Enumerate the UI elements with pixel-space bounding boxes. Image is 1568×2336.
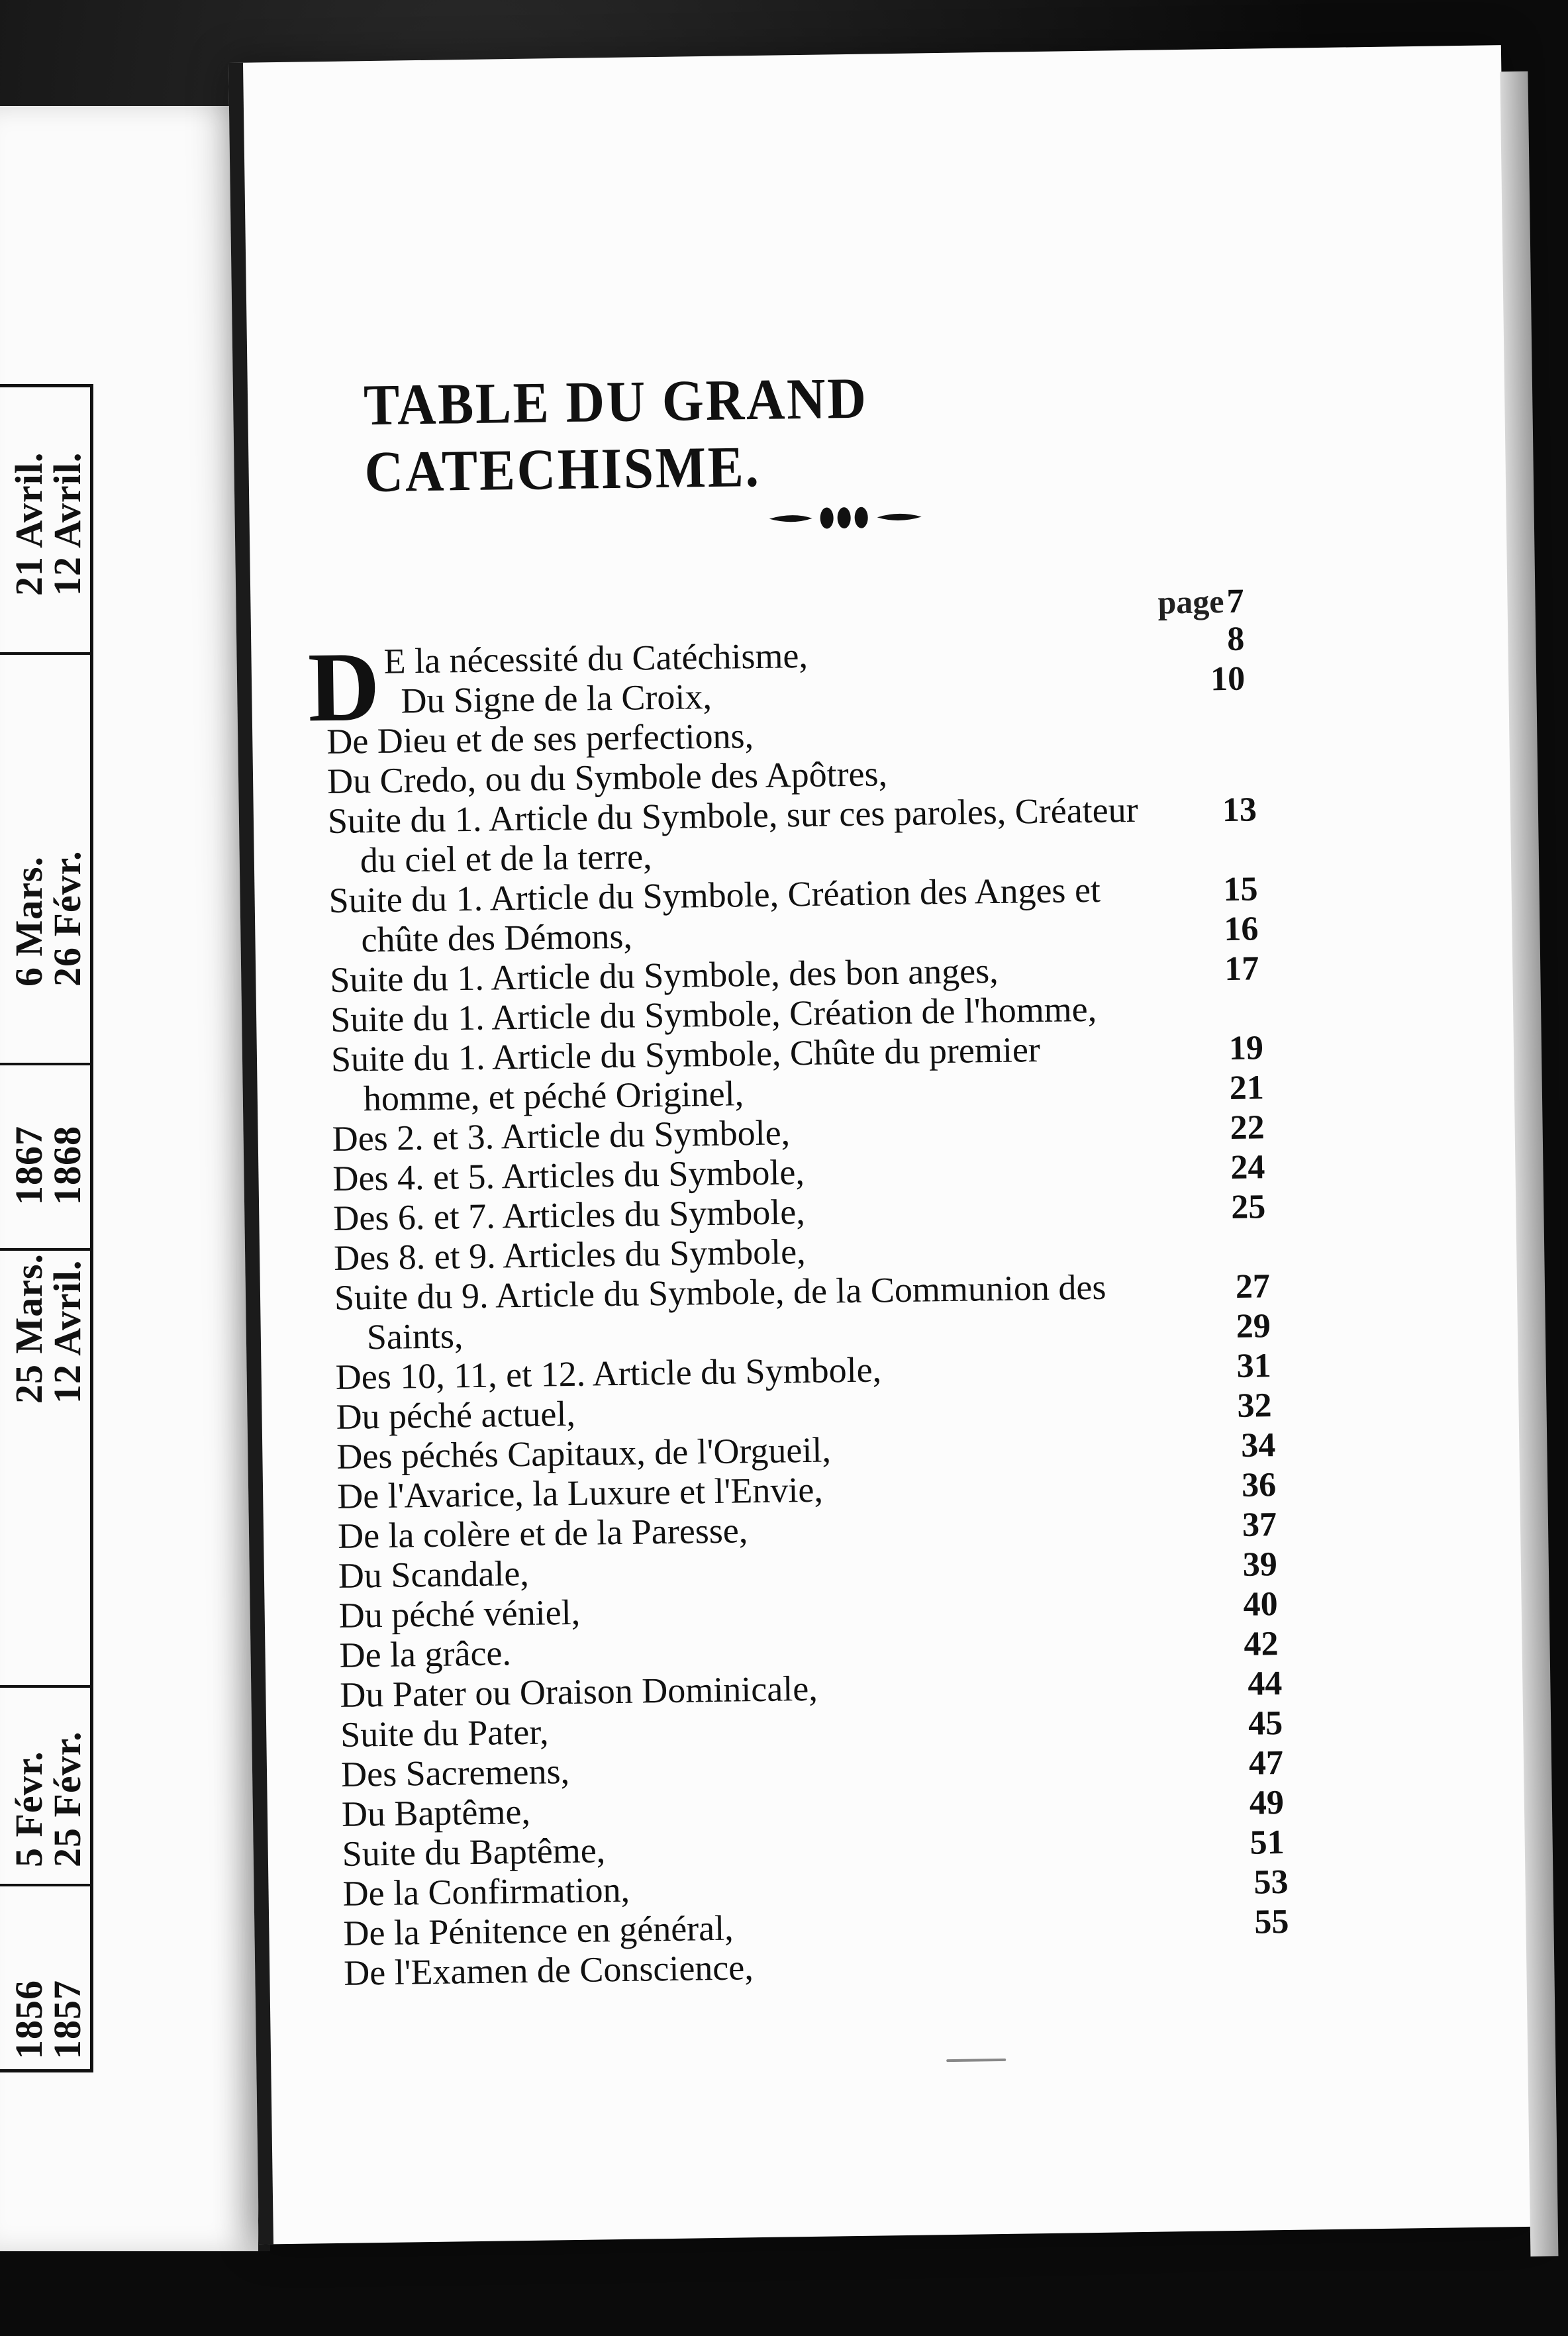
page-number: 15 [1223, 870, 1258, 909]
page-number: 36 [1241, 1466, 1277, 1504]
entry: Des Sacremens, [340, 1751, 570, 1794]
date-1857-a: 25 Févr. [46, 1731, 89, 1867]
page-column-label: page [1157, 583, 1224, 621]
entry: E la nécessité du Catéchisme, [383, 635, 808, 681]
page-title: TABLE DU GRAND CATECHISME. [363, 366, 869, 505]
entry: Des 8. et 9. Articles du Symbole, [333, 1232, 806, 1278]
table-rule [0, 1685, 90, 1688]
page-number: 27 [1235, 1267, 1271, 1306]
page-number: 25 [1230, 1188, 1266, 1227]
date-1867-b: 21 Avril. [7, 452, 50, 596]
page-number: 22 [1230, 1108, 1265, 1147]
entry: De l'Avarice, la Luxure et l'Envie, [336, 1469, 824, 1516]
page-number: 37 [1242, 1506, 1277, 1544]
page-number: 40 [1243, 1585, 1279, 1624]
entry: Des péchés Capitaux, de l'Orgueil, [336, 1430, 832, 1477]
date-1868-a: 26 Févr. [46, 850, 89, 987]
date-1857-b: 12 Avril. [46, 1259, 89, 1404]
entry: De la colère et de la Paresse, [337, 1510, 748, 1556]
entry: Du péché véniel, [338, 1592, 581, 1635]
year-1856: 1856 [7, 1980, 50, 2059]
entry: Du Pater ou Oraison Dominicale, [340, 1668, 818, 1715]
entry: De la Confirmation, [342, 1869, 630, 1914]
entry: Du Baptême, [341, 1791, 531, 1834]
page-number: 13 [1222, 791, 1257, 830]
date-1856-a: 5 Févr. [7, 1751, 50, 1867]
page-number: 45 [1248, 1704, 1283, 1743]
year-1868: 1868 [46, 1126, 89, 1205]
ornament-icon [765, 497, 925, 538]
entry: Suite du 1. Article du Symbole, Création de l'homme, [330, 989, 1097, 1040]
date-1867-a: 6 Mars. [7, 855, 50, 987]
page-number: 49 [1249, 1784, 1285, 1822]
page-number: 53 [1253, 1863, 1289, 1902]
entry: chûte des Démons, [361, 916, 633, 960]
entry: Du Scandale, [338, 1553, 530, 1596]
entry: Suite du 1. Article du Symbole, sur ces paroles, Créateur [327, 789, 1139, 842]
page-number: 44 [1247, 1665, 1283, 1703]
entry: Du Signe de la Croix, [401, 676, 712, 721]
entry: De l'Examen de Conscience, [343, 1947, 754, 1993]
page-number: 7 [1226, 582, 1244, 621]
page-number: 31 [1236, 1347, 1272, 1385]
page-number: 24 [1230, 1148, 1265, 1187]
entry: du ciel et de la terre, [360, 836, 652, 881]
entry: Suite du 1. Article du Symbole, des bon anges, [329, 950, 999, 1000]
entry: De Dieu et de ses perfections, [326, 716, 754, 762]
page-number: 21 [1229, 1069, 1265, 1108]
entry: Saints, [366, 1316, 464, 1357]
table-rule [0, 1248, 90, 1251]
page-number: 51 [1250, 1823, 1285, 1862]
entry: Du Credo, ou du Symbole des Apôtres, [326, 754, 888, 802]
page-number: 42 [1244, 1625, 1279, 1663]
entry: Suite du 9. Article du Symbole, de la Communion des [334, 1267, 1106, 1318]
entry: Des 6. et 7. Articles du Symbole, [332, 1192, 806, 1238]
page-number: 55 [1253, 1902, 1289, 1941]
book-page [228, 45, 1532, 2245]
date-1856-b: 25 Mars. [7, 1253, 50, 1404]
entry: Suite du 1. Article du Symbole, Création des Anges et [328, 869, 1101, 921]
entry: Des 10, 11, et 12. Article du Symbole, [335, 1349, 882, 1397]
table-rule [0, 1063, 90, 1065]
page-number: 16 [1224, 910, 1259, 949]
year-1857: 1857 [46, 1980, 89, 2059]
entry: homme, et péché Originel, [363, 1073, 744, 1119]
table-rule [0, 652, 90, 655]
entry: Suite du 1. Article du Symbole, Chûte du premier [330, 1030, 1041, 1079]
left-page [0, 106, 270, 2251]
page-number: 19 [1228, 1029, 1264, 1068]
page-number: 10 [1210, 659, 1246, 699]
page-number: 34 [1240, 1426, 1276, 1465]
entry: Suite du Baptême, [342, 1830, 606, 1874]
entry: De la Pénitence en général, [343, 1908, 734, 1953]
ink-smudge [946, 2059, 1006, 2062]
entry: Suite du Pater, [340, 1712, 549, 1755]
page-number: 32 [1237, 1387, 1272, 1425]
page-number: 8 [1226, 620, 1245, 659]
entry: Des 2. et 3. Article du Symbole, [332, 1112, 791, 1159]
year-1867: 1867 [7, 1126, 50, 1205]
page-number: 29 [1236, 1307, 1271, 1345]
page-number: 47 [1248, 1744, 1284, 1782]
entry: Du péché actuel, [336, 1393, 576, 1437]
page-number: 39 [1242, 1545, 1278, 1584]
entry: Des 4. et 5. Articles du Symbole, [332, 1152, 805, 1198]
drop-cap: D [307, 631, 381, 743]
entry: De la grâce. [339, 1633, 512, 1675]
page-number: 17 [1224, 949, 1259, 989]
date-1868-b: 12 Avril. [46, 452, 89, 596]
table-rule [0, 1884, 90, 1886]
